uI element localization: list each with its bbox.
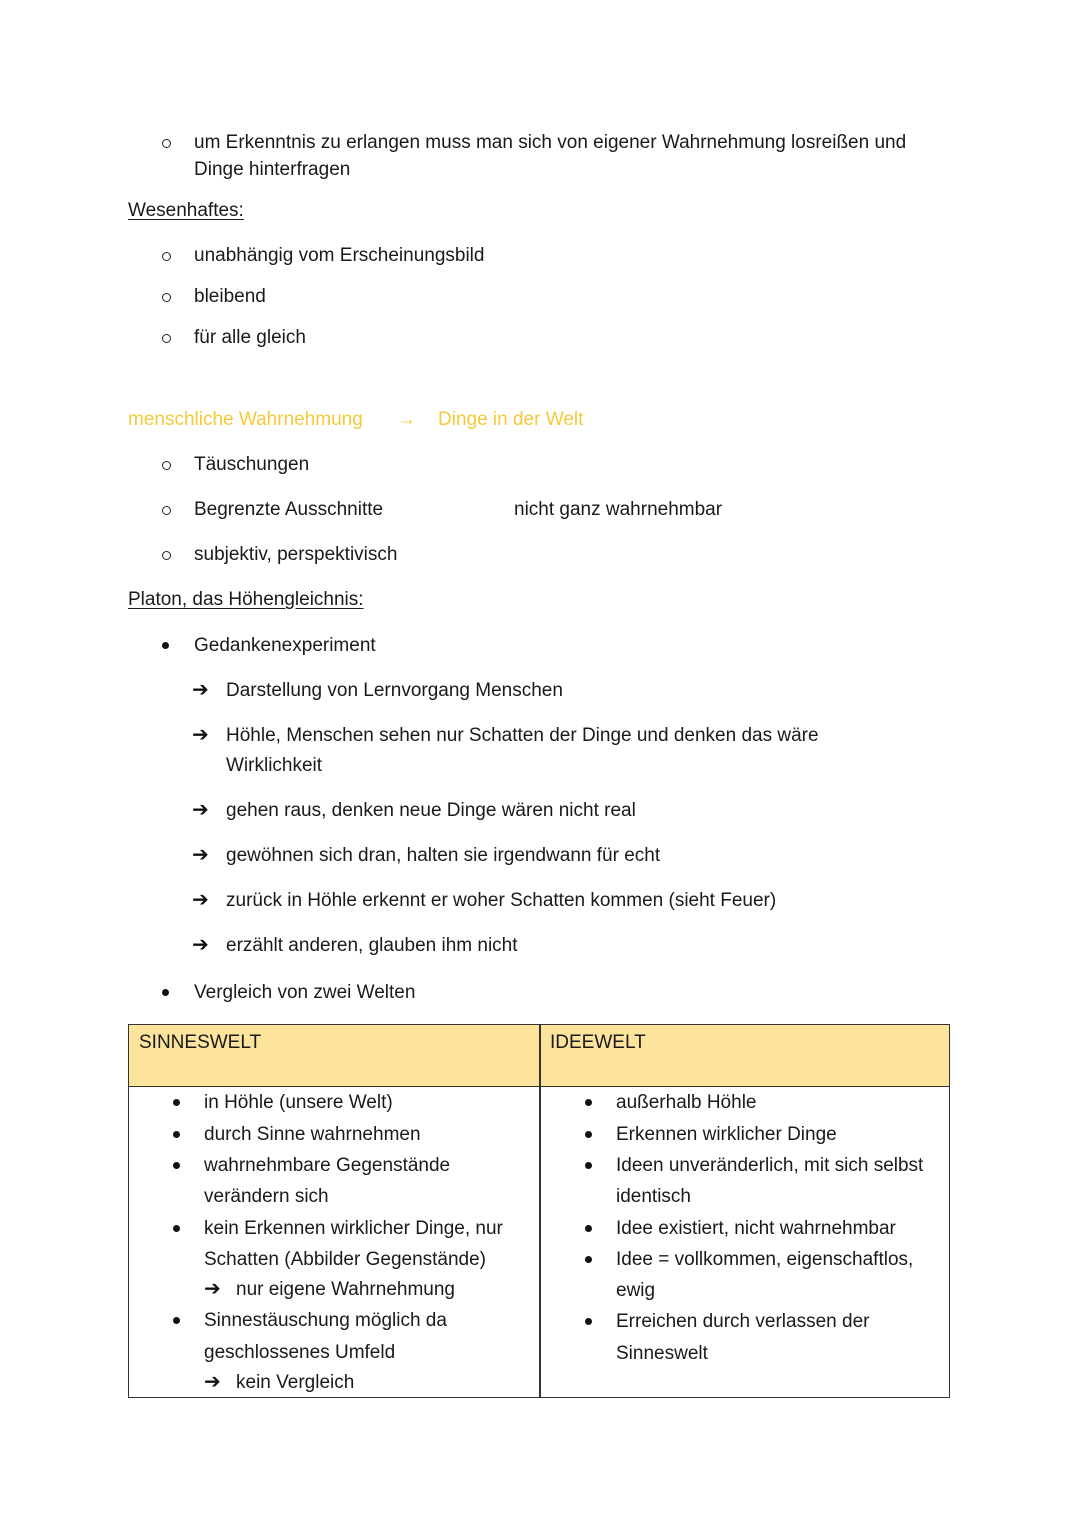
disc-bullet-icon	[585, 1131, 592, 1138]
platon-arrow-item-2-line-2: Wirklichkeit	[226, 755, 323, 776]
sinneswelt-line: verändern sich	[204, 1186, 329, 1207]
arrow-icon: ➔	[192, 724, 209, 746]
ideewelt-line: identisch	[616, 1186, 691, 1207]
ideewelt-line: Idee = vollkommen, eigenschaftlos,	[616, 1249, 914, 1270]
disc-bullet-icon	[173, 1099, 180, 1106]
ideewelt-line: Erkennen wirklicher Dinge	[616, 1124, 837, 1145]
disc-bullet-icon	[585, 1099, 592, 1106]
wesenhaftes-item-2: bleibend	[194, 286, 266, 307]
platon-arrow-item-3: gehen raus, denken neue Dinge wären nicht real	[226, 800, 636, 821]
wesenhaftes-item-1: unabhängig vom Erscheinungsbild	[194, 245, 485, 266]
disc-bullet-icon	[585, 1162, 592, 1169]
ideewelt-line: ewig	[616, 1280, 656, 1301]
sinneswelt-line: kein Vergleich	[236, 1372, 355, 1393]
platon-arrow-item-2-line-1: Höhle, Menschen sehen nur Schatten der Dinge und denken das wäre	[226, 725, 819, 746]
platon-arrow-item-4: gewöhnen sich dran, halten sie irgendwann für echt	[226, 845, 661, 866]
wahrnehmung-title-right: Dinge in der Welt	[438, 409, 584, 430]
circle-bullet-icon	[162, 252, 171, 261]
comparison-table	[128, 1024, 950, 1398]
circle-bullet-icon	[162, 506, 171, 515]
platon-arrow-item-6: erzählt anderen, glauben ihm nicht	[226, 935, 518, 956]
circle-bullet-icon	[162, 461, 171, 470]
arrow-icon: ➔	[192, 934, 209, 956]
sinneswelt-line: durch Sinne wahrnehmen	[204, 1124, 421, 1145]
arrow-icon: ➔	[192, 844, 209, 866]
platon-arrow-item-1: Darstellung von Lernvorgang Menschen	[226, 680, 563, 701]
wahrnehmung-item-3: subjektiv, perspektivisch	[194, 544, 398, 565]
wahrnehmung-arrow-icon: →	[397, 409, 416, 430]
arrow-icon: ➔	[192, 889, 209, 911]
disc-bullet-icon	[585, 1225, 592, 1232]
ideewelt-line: außerhalb Höhle	[616, 1092, 757, 1113]
platon-arrow-item-5: zurück in Höhle erkennt er woher Schatten kommen (sieht Feuer)	[226, 890, 777, 911]
platon-bullet-2: Vergleich von zwei Welten	[194, 982, 416, 1003]
table-header-sinneswelt: SINNESWELT	[139, 1032, 262, 1053]
wahrnehmung-side-note: nicht ganz wahrnehmbar	[514, 499, 723, 520]
table-column-divider	[539, 1025, 541, 1397]
circle-bullet-icon	[162, 139, 171, 148]
ideewelt-line: Ideen unveränderlich, mit sich selbst	[616, 1155, 924, 1176]
disc-bullet-icon	[162, 642, 169, 649]
sinneswelt-line: Schatten (Abbilder Gegenstände)	[204, 1249, 487, 1270]
sinneswelt-line: in Höhle (unsere Welt)	[204, 1092, 393, 1113]
intro-line-2: Dinge hinterfragen	[194, 159, 351, 180]
circle-bullet-icon	[162, 334, 171, 343]
sinneswelt-line: kein Erkennen wirklicher Dinge, nur	[204, 1218, 503, 1239]
sinneswelt-line: wahrnehmbare Gegenstände	[204, 1155, 451, 1176]
wesenhaftes-heading: Wesenhaftes:	[128, 200, 244, 221]
arrow-icon: ➔	[192, 799, 209, 821]
table-header-ideewelt: IDEEWELT	[550, 1032, 646, 1053]
disc-bullet-icon	[162, 989, 169, 996]
disc-bullet-icon	[173, 1131, 180, 1138]
disc-bullet-icon	[585, 1256, 592, 1263]
wahrnehmung-title-left: menschliche Wahrnehmung	[128, 409, 363, 430]
intro-line-1: um Erkenntnis zu erlangen muss man sich von eigener Wahrnehmung losreißen und	[194, 132, 907, 153]
arrow-icon: ➔	[204, 1278, 221, 1300]
circle-bullet-icon	[162, 551, 171, 560]
circle-bullet-icon	[162, 293, 171, 302]
ideewelt-line: Sinneswelt	[616, 1343, 708, 1364]
disc-bullet-icon	[173, 1162, 180, 1169]
wahrnehmung-item-2: Begrenzte Ausschnitte	[194, 499, 384, 520]
platon-bullet-1: Gedankenexperiment	[194, 635, 376, 656]
sinneswelt-line: geschlossenes Umfeld	[204, 1342, 396, 1363]
disc-bullet-icon	[173, 1317, 180, 1324]
disc-bullet-icon	[585, 1318, 592, 1325]
sinneswelt-line: Sinnestäuschung möglich da	[204, 1310, 447, 1331]
ideewelt-line: Idee existiert, nicht wahrnehmbar	[616, 1218, 896, 1239]
arrow-icon: ➔	[192, 679, 209, 701]
wahrnehmung-item-1: Täuschungen	[194, 454, 310, 475]
platon-heading: Platon, das Höhengleichnis:	[128, 589, 364, 610]
sinneswelt-line: nur eigene Wahrnehmung	[236, 1279, 455, 1300]
wesenhaftes-item-3: für alle gleich	[194, 327, 306, 348]
ideewelt-line: Erreichen durch verlassen der	[616, 1311, 870, 1332]
arrow-icon: ➔	[204, 1371, 221, 1393]
disc-bullet-icon	[173, 1225, 180, 1232]
